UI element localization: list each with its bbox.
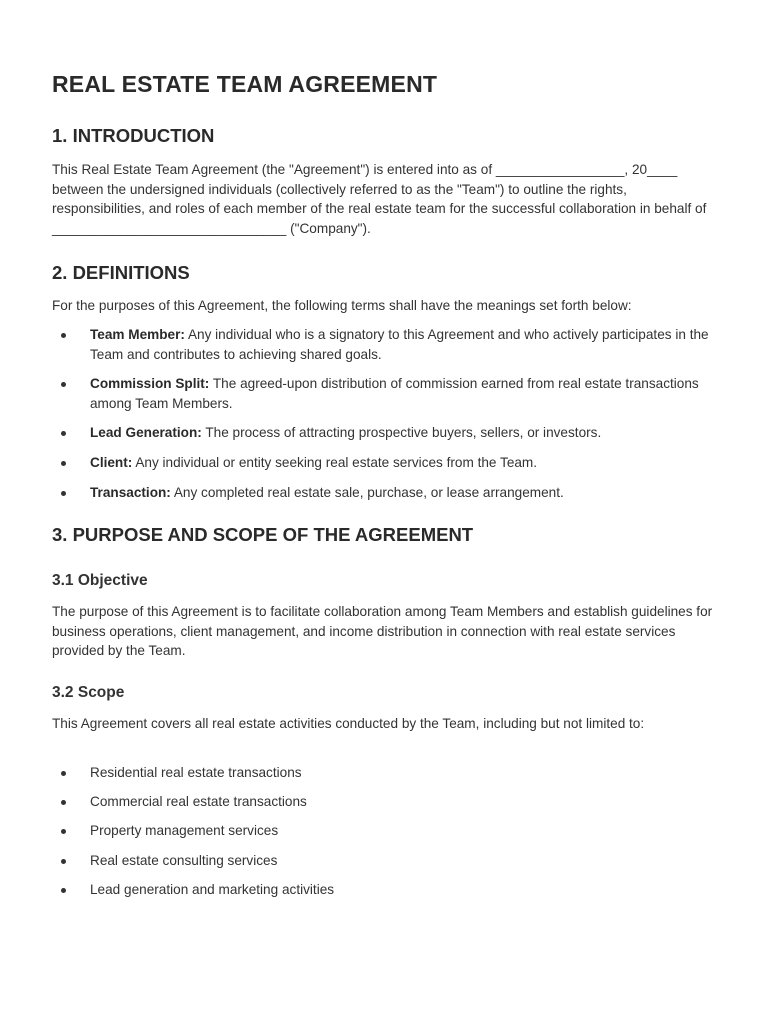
- objective-heading: 3.1 Objective: [52, 572, 148, 589]
- bullet-icon: [61, 461, 66, 466]
- document-title: REAL ESTATE TEAM AGREEMENT: [52, 71, 438, 97]
- definitions-list: [52, 325, 722, 502]
- definitions-heading: 2. DEFINITIONS: [52, 262, 190, 283]
- definition-text: Any completed real estate sale, purchase, or lease arrangement.: [170, 484, 564, 500]
- bullet-icon: [61, 829, 66, 834]
- definition-term: Transaction:: [90, 484, 171, 500]
- scope-item-text: Commercial real estate transactions: [90, 794, 307, 810]
- scope-heading: 3.2 Scope: [52, 684, 125, 701]
- scope-item: [52, 763, 722, 783]
- definition-term: Lead Generation:: [90, 425, 202, 441]
- bullet-icon: [61, 859, 66, 864]
- scope-list: [52, 763, 722, 899]
- definition-text: The agreed-upon distribution of commission earned from real estate transactions among Team Members.: [90, 376, 699, 411]
- definitions-intro: For the purposes of this Agreement, the following terms shall have the meanings set forth below:: [52, 298, 632, 313]
- bullet-icon: [61, 491, 66, 496]
- definition-item: [52, 423, 722, 443]
- introduction-paragraph: This Real Estate Team Agreement (the "Agreement") is entered into as of _________________, 20____ between the undersigned individuals (collectively referred to as the "Team") to outline the rights, responsibilities, and roles of each member of the real estate team for the successful collaboration in behalf of _______________________________ ("Company").: [52, 162, 707, 236]
- scope-item: [52, 880, 722, 900]
- bullet-icon: [61, 431, 66, 436]
- scope-paragraph: This Agreement covers all real estate activities conducted by the Team, including but not limited to:: [52, 716, 645, 731]
- scope-item-text: Real estate consulting services: [90, 852, 278, 868]
- definition-text: The process of attracting prospective buyers, sellers, or investors.: [201, 425, 602, 441]
- definition-item: [52, 483, 722, 503]
- definition-text: Any individual or entity seeking real estate services from the Team.: [132, 454, 538, 470]
- bullet-icon: [61, 800, 66, 805]
- scope-item-text: Residential real estate transactions: [90, 765, 302, 780]
- bullet-icon: [61, 888, 66, 893]
- scope-item: [52, 851, 722, 871]
- purpose-heading: 3. PURPOSE AND SCOPE OF THE AGREEMENT: [52, 524, 474, 545]
- definition-item: [52, 453, 722, 473]
- definition-term: Team Member:: [90, 327, 185, 342]
- scope-item: [52, 792, 722, 812]
- definition-text: Any individual who is a signatory to this Agreement and who actively participates in the Team and contributes to achieving shared goals.: [90, 327, 709, 362]
- bullet-icon: [61, 771, 66, 776]
- scope-item-text: Property management services: [90, 823, 279, 839]
- introduction-heading: 1. INTRODUCTION: [52, 125, 215, 146]
- definition-term: Client:: [90, 454, 133, 470]
- definition-item: [52, 325, 722, 364]
- definition-term: Commission Split:: [90, 376, 210, 392]
- objective-paragraph: The purpose of this Agreement is to facilitate collaboration among Team Members and establish guidelines for business operations, client management, and income distribution in connection with real estate services provided by the Team.: [52, 604, 713, 659]
- bullet-icon: [61, 333, 66, 338]
- scope-item-text: Lead generation and marketing activities: [90, 881, 335, 897]
- bullet-icon: [61, 382, 66, 387]
- scope-item: [52, 821, 722, 841]
- definition-item: [52, 374, 722, 413]
